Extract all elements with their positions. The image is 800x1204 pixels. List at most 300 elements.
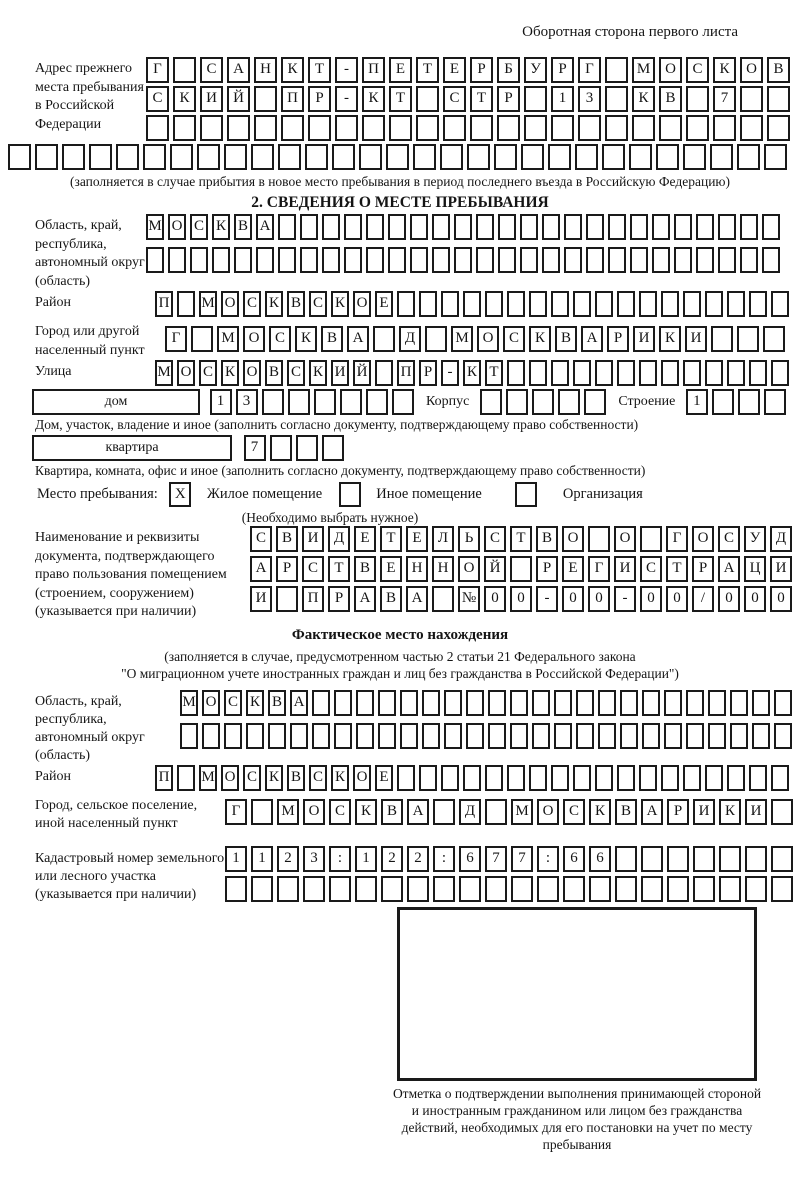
actual-region-label: Область, край, республика, автономный округ (область) bbox=[35, 693, 145, 763]
char-cell: О bbox=[458, 556, 480, 582]
char-cell: М bbox=[511, 799, 533, 825]
char-cell bbox=[727, 291, 745, 317]
char-boxes-row bbox=[146, 57, 794, 83]
char-cell: С bbox=[200, 57, 223, 83]
char-cell: У bbox=[524, 57, 547, 83]
char-cell: К bbox=[173, 86, 196, 112]
char-cell bbox=[578, 115, 601, 141]
char-cell bbox=[745, 846, 767, 872]
char-boxes-row bbox=[155, 360, 793, 386]
char-boxes-row bbox=[225, 846, 797, 872]
char-cell bbox=[771, 799, 793, 825]
char-cell bbox=[191, 326, 213, 352]
char-cell bbox=[629, 144, 652, 170]
char-cell bbox=[375, 360, 393, 386]
char-cell: Й bbox=[227, 86, 250, 112]
char-cell bbox=[507, 765, 525, 791]
char-cell: С bbox=[243, 291, 261, 317]
char-cell: А bbox=[354, 586, 376, 612]
stay-option-checkbox-organization bbox=[515, 482, 537, 507]
char-cell bbox=[410, 247, 428, 273]
char-cell: Л bbox=[432, 526, 454, 552]
char-cell bbox=[356, 723, 374, 749]
char-boxes-row bbox=[146, 214, 784, 240]
actual-region-rows bbox=[180, 690, 796, 752]
char-cell: И bbox=[693, 799, 715, 825]
char-cell bbox=[170, 144, 193, 170]
char-cell bbox=[506, 389, 528, 415]
char-cell bbox=[608, 247, 626, 273]
char-cell bbox=[388, 247, 406, 273]
char-cell: 7 bbox=[485, 846, 507, 872]
char-cell: М bbox=[199, 291, 217, 317]
char-cell bbox=[416, 86, 439, 112]
char-cell: В bbox=[276, 526, 298, 552]
char-cell bbox=[664, 690, 682, 716]
char-cell bbox=[564, 247, 582, 273]
cadastral-label: Кадастровый номер земельного или лесного участка (указывается при наличии) bbox=[35, 850, 225, 902]
char-cell: К bbox=[281, 57, 304, 83]
char-cell bbox=[334, 723, 352, 749]
char-cell: О bbox=[692, 526, 714, 552]
char-cell: У bbox=[744, 526, 766, 552]
char-cell: : bbox=[329, 846, 351, 872]
char-cell bbox=[674, 214, 692, 240]
char-boxes-row bbox=[210, 389, 418, 415]
char-cell bbox=[202, 723, 220, 749]
char-cell bbox=[686, 115, 709, 141]
char-cell bbox=[683, 291, 701, 317]
char-cell: С bbox=[302, 556, 324, 582]
char-cell: Г bbox=[578, 57, 601, 83]
char-cell bbox=[740, 115, 763, 141]
char-cell bbox=[771, 876, 793, 902]
char-cell: Е bbox=[406, 526, 428, 552]
char-cell: К bbox=[212, 214, 230, 240]
document-label: Наименование и реквизиты документа, подтверждающего право пользования помещением (строением, сооружением) (указывается при наличии) bbox=[35, 530, 227, 619]
char-cell bbox=[608, 214, 626, 240]
char-cell bbox=[507, 360, 525, 386]
char-cell bbox=[730, 690, 748, 716]
char-cell bbox=[270, 435, 292, 461]
char-cell: 0 bbox=[744, 586, 766, 612]
char-cell bbox=[740, 86, 763, 112]
char-cell bbox=[433, 876, 455, 902]
char-cell bbox=[767, 115, 790, 141]
char-cell: Н bbox=[406, 556, 428, 582]
char-cell bbox=[617, 360, 635, 386]
char-cell bbox=[730, 723, 748, 749]
char-cell bbox=[558, 389, 580, 415]
char-cell bbox=[615, 876, 637, 902]
char-cell bbox=[737, 326, 759, 352]
char-boxes-row bbox=[155, 765, 793, 791]
char-cell: К bbox=[246, 690, 264, 716]
char-cell: Т bbox=[510, 526, 532, 552]
char-cell bbox=[8, 144, 31, 170]
char-cell bbox=[146, 247, 164, 273]
char-cell bbox=[554, 690, 572, 716]
char-cell bbox=[584, 389, 606, 415]
char-cell: Р bbox=[276, 556, 298, 582]
char-cell: П bbox=[302, 586, 324, 612]
prev-address-caption: (заполняется в случае прибытия в новое место пребывания в период последнего въезда в Российскую Федерацию) bbox=[69, 174, 731, 189]
char-cell: О bbox=[221, 765, 239, 791]
char-cell: 0 bbox=[588, 586, 610, 612]
char-cell bbox=[693, 846, 715, 872]
char-boxes-row bbox=[250, 586, 796, 612]
char-cell bbox=[146, 115, 169, 141]
char-cell: О bbox=[353, 765, 371, 791]
char-cell: 1 bbox=[225, 846, 247, 872]
city-label: Город или другой населенный пункт bbox=[35, 324, 145, 358]
char-cell bbox=[441, 765, 459, 791]
document-rows bbox=[250, 526, 796, 615]
char-cell: М bbox=[277, 799, 299, 825]
char-boxes-row bbox=[180, 723, 796, 749]
char-cell bbox=[177, 765, 195, 791]
char-cell bbox=[470, 115, 493, 141]
prev-address-block bbox=[35, 57, 800, 144]
char-boxes-row bbox=[686, 389, 790, 415]
char-cell: В bbox=[287, 765, 305, 791]
char-cell bbox=[143, 144, 166, 170]
char-cell bbox=[432, 214, 450, 240]
char-cell: № bbox=[458, 586, 480, 612]
char-cell bbox=[488, 723, 506, 749]
char-cell bbox=[276, 586, 298, 612]
char-cell: С bbox=[243, 765, 261, 791]
char-boxes-row bbox=[155, 291, 793, 317]
char-cell bbox=[277, 876, 299, 902]
char-cell bbox=[389, 115, 412, 141]
char-cell bbox=[563, 876, 585, 902]
char-cell bbox=[667, 846, 689, 872]
char-cell: О bbox=[614, 526, 636, 552]
char-cell bbox=[510, 690, 528, 716]
char-cell: 7 bbox=[244, 435, 266, 461]
char-cell: Е bbox=[389, 57, 412, 83]
char-cell: К bbox=[221, 360, 239, 386]
char-cell bbox=[586, 247, 604, 273]
char-cell bbox=[727, 360, 745, 386]
char-cell: 0 bbox=[510, 586, 532, 612]
char-cell bbox=[740, 247, 758, 273]
char-cell bbox=[466, 690, 484, 716]
char-cell bbox=[771, 291, 789, 317]
char-cell bbox=[630, 214, 648, 240]
char-cell bbox=[576, 723, 594, 749]
char-cell: А bbox=[407, 799, 429, 825]
char-cell bbox=[251, 799, 273, 825]
char-cell: К bbox=[589, 799, 611, 825]
korpus-label: Корпус bbox=[426, 394, 470, 409]
char-cell: 0 bbox=[770, 586, 792, 612]
char-cell bbox=[652, 247, 670, 273]
char-cell: - bbox=[536, 586, 558, 612]
char-cell: Г bbox=[146, 57, 169, 83]
char-cell bbox=[419, 291, 437, 317]
char-cell bbox=[630, 247, 648, 273]
char-cell bbox=[686, 690, 704, 716]
char-cell: С bbox=[146, 86, 169, 112]
char-cell bbox=[173, 115, 196, 141]
char-cell bbox=[542, 247, 560, 273]
char-boxes-row bbox=[244, 435, 348, 461]
char-cell bbox=[712, 389, 734, 415]
char-cell: К bbox=[295, 326, 317, 352]
char-cell bbox=[667, 876, 689, 902]
char-cell bbox=[225, 876, 247, 902]
char-cell bbox=[642, 723, 660, 749]
char-cell bbox=[639, 765, 657, 791]
char-cell bbox=[485, 876, 507, 902]
char-cell bbox=[642, 690, 660, 716]
char-cell bbox=[705, 360, 723, 386]
char-cell bbox=[686, 86, 709, 112]
char-cell: В bbox=[321, 326, 343, 352]
char-cell: Й bbox=[484, 556, 506, 582]
char-cell bbox=[661, 360, 679, 386]
stay-option-checkbox-residential: X bbox=[169, 482, 191, 507]
char-cell bbox=[459, 876, 481, 902]
char-cell bbox=[752, 723, 770, 749]
char-cell: А bbox=[406, 586, 428, 612]
char-cell bbox=[359, 144, 382, 170]
char-cell: 7 bbox=[511, 846, 533, 872]
char-cell: К bbox=[331, 765, 349, 791]
char-cell bbox=[467, 144, 490, 170]
char-cell: К bbox=[529, 326, 551, 352]
char-cell bbox=[35, 144, 58, 170]
char-cell: Г bbox=[165, 326, 187, 352]
char-cell bbox=[463, 765, 481, 791]
document-block bbox=[35, 526, 800, 622]
char-cell: Т bbox=[416, 57, 439, 83]
char-cell bbox=[683, 765, 701, 791]
char-cell bbox=[190, 247, 208, 273]
char-cell: А bbox=[227, 57, 250, 83]
char-cell bbox=[278, 214, 296, 240]
char-cell bbox=[362, 115, 385, 141]
char-cell bbox=[615, 846, 637, 872]
char-cell bbox=[510, 723, 528, 749]
char-cell bbox=[774, 723, 792, 749]
char-cell: П bbox=[281, 86, 304, 112]
char-cell: С bbox=[190, 214, 208, 240]
char-cell: Т bbox=[470, 86, 493, 112]
char-cell: 0 bbox=[562, 586, 584, 612]
char-cell: 1 bbox=[686, 389, 708, 415]
char-cell bbox=[520, 214, 538, 240]
char-cell bbox=[749, 291, 767, 317]
char-cell bbox=[366, 247, 384, 273]
char-cell bbox=[711, 326, 733, 352]
char-cell bbox=[551, 360, 569, 386]
cadastral-block bbox=[35, 846, 800, 905]
char-cell bbox=[498, 214, 516, 240]
char-cell: М bbox=[217, 326, 239, 352]
char-cell: / bbox=[692, 586, 714, 612]
char-cell: М bbox=[632, 57, 655, 83]
char-cell bbox=[334, 690, 352, 716]
char-cell bbox=[762, 247, 780, 273]
char-cell bbox=[771, 846, 793, 872]
char-cell: В bbox=[555, 326, 577, 352]
char-cell bbox=[542, 214, 560, 240]
char-cell bbox=[322, 214, 340, 240]
char-cell: О bbox=[537, 799, 559, 825]
house-row bbox=[32, 389, 800, 416]
char-cell: 6 bbox=[459, 846, 481, 872]
char-cell bbox=[256, 247, 274, 273]
actual-district-label: Район bbox=[35, 768, 71, 784]
char-cell: Д bbox=[328, 526, 350, 552]
char-cell: 3 bbox=[236, 389, 258, 415]
char-cell bbox=[683, 360, 701, 386]
actual-city-label: Город, сельское поселение, иной населенный пункт bbox=[35, 797, 198, 831]
char-cell bbox=[381, 876, 403, 902]
char-cell bbox=[737, 144, 760, 170]
char-cell: Р bbox=[308, 86, 331, 112]
char-cell bbox=[738, 389, 760, 415]
char-cell: П bbox=[155, 291, 173, 317]
char-cell bbox=[386, 144, 409, 170]
char-cell: М bbox=[180, 690, 198, 716]
char-cell: Д bbox=[399, 326, 421, 352]
char-cell: Н bbox=[254, 57, 277, 83]
char-cell: В bbox=[381, 799, 403, 825]
char-cell bbox=[589, 876, 611, 902]
stay-type-row bbox=[37, 482, 800, 509]
char-cell: С bbox=[250, 526, 272, 552]
char-boxes-row bbox=[480, 389, 610, 415]
district-label: Район bbox=[35, 295, 71, 310]
char-cell bbox=[116, 144, 139, 170]
char-cell: Р bbox=[607, 326, 629, 352]
char-cell: К bbox=[713, 57, 736, 83]
char-cell bbox=[443, 115, 466, 141]
char-cell bbox=[617, 291, 635, 317]
char-cell bbox=[278, 144, 301, 170]
char-cell bbox=[605, 57, 628, 83]
char-cell bbox=[388, 214, 406, 240]
char-cell bbox=[268, 723, 286, 749]
char-cell bbox=[640, 526, 662, 552]
char-cell: О bbox=[168, 214, 186, 240]
char-cell: Т bbox=[485, 360, 503, 386]
char-cell bbox=[771, 360, 789, 386]
char-cell: К bbox=[632, 86, 655, 112]
char-cell bbox=[300, 247, 318, 273]
char-boxes-row bbox=[146, 247, 784, 273]
char-cell: 6 bbox=[589, 846, 611, 872]
char-cell: Р bbox=[667, 799, 689, 825]
char-cell: В bbox=[380, 586, 402, 612]
char-cell bbox=[173, 57, 196, 83]
char-cell bbox=[254, 115, 277, 141]
char-cell bbox=[440, 144, 463, 170]
char-cell bbox=[710, 144, 733, 170]
char-cell bbox=[322, 435, 344, 461]
char-cell bbox=[705, 765, 723, 791]
char-cell: А bbox=[290, 690, 308, 716]
street-block bbox=[35, 360, 800, 389]
char-cell bbox=[521, 144, 544, 170]
char-cell: С bbox=[443, 86, 466, 112]
char-cell bbox=[332, 144, 355, 170]
char-cell bbox=[554, 723, 572, 749]
char-cell bbox=[224, 723, 242, 749]
char-cell bbox=[397, 765, 415, 791]
char-cell bbox=[180, 723, 198, 749]
actual-location-caption-2: "О миграционном учете иностранных граждан и лиц без гражданства в Российской Федерации") bbox=[121, 665, 679, 681]
char-cell bbox=[433, 799, 455, 825]
char-cell bbox=[308, 115, 331, 141]
char-cell bbox=[466, 723, 484, 749]
char-cell: 6 bbox=[563, 846, 585, 872]
char-cell bbox=[705, 291, 723, 317]
char-boxes-row bbox=[165, 326, 789, 352]
char-cell: Ц bbox=[744, 556, 766, 582]
char-cell bbox=[355, 876, 377, 902]
char-cell bbox=[551, 115, 574, 141]
stamp-caption: Отметка о подтверждении выполнения принимающей стороной и иностранным гражданином или лицом без гражданства действий, необходимых для его постановки на учет по месту пребывания bbox=[392, 1085, 762, 1152]
char-cell bbox=[752, 690, 770, 716]
char-cell bbox=[524, 115, 547, 141]
char-cell: А bbox=[718, 556, 740, 582]
char-cell bbox=[727, 765, 745, 791]
char-cell bbox=[740, 214, 758, 240]
actual-location-caption-1: (заполняется в случае, предусмотренном частью 2 статьи 21 Федерального закона bbox=[164, 648, 636, 664]
char-cell: А bbox=[347, 326, 369, 352]
char-cell bbox=[89, 144, 112, 170]
street-label: Улица bbox=[35, 364, 72, 379]
char-cell: С bbox=[309, 765, 327, 791]
char-cell bbox=[407, 876, 429, 902]
char-cell: К bbox=[719, 799, 741, 825]
char-cell: - bbox=[614, 586, 636, 612]
char-cell bbox=[718, 214, 736, 240]
char-cell bbox=[378, 690, 396, 716]
char-cell: К bbox=[265, 291, 283, 317]
char-cell bbox=[246, 723, 264, 749]
actual-region-block bbox=[35, 690, 800, 765]
char-cell bbox=[745, 876, 767, 902]
char-cell: С bbox=[199, 360, 217, 386]
char-cell: 1 bbox=[210, 389, 232, 415]
char-cell bbox=[278, 247, 296, 273]
char-cell bbox=[693, 876, 715, 902]
char-cell bbox=[494, 144, 517, 170]
char-cell: Н bbox=[432, 556, 454, 582]
char-cell bbox=[524, 86, 547, 112]
char-cell bbox=[200, 115, 223, 141]
char-cell: В bbox=[659, 86, 682, 112]
char-cell bbox=[511, 876, 533, 902]
char-cell bbox=[696, 214, 714, 240]
char-cell: Е bbox=[375, 765, 393, 791]
char-cell bbox=[485, 291, 503, 317]
char-cell: А bbox=[641, 799, 663, 825]
prev-address-label: Адрес прежнего места пребывания в Российской Федерации bbox=[35, 61, 144, 132]
char-cell: М bbox=[451, 326, 473, 352]
char-cell bbox=[422, 690, 440, 716]
char-boxes-row bbox=[225, 799, 797, 825]
char-cell: Р bbox=[551, 57, 574, 83]
char-boxes-row bbox=[250, 556, 796, 582]
char-cell bbox=[419, 765, 437, 791]
